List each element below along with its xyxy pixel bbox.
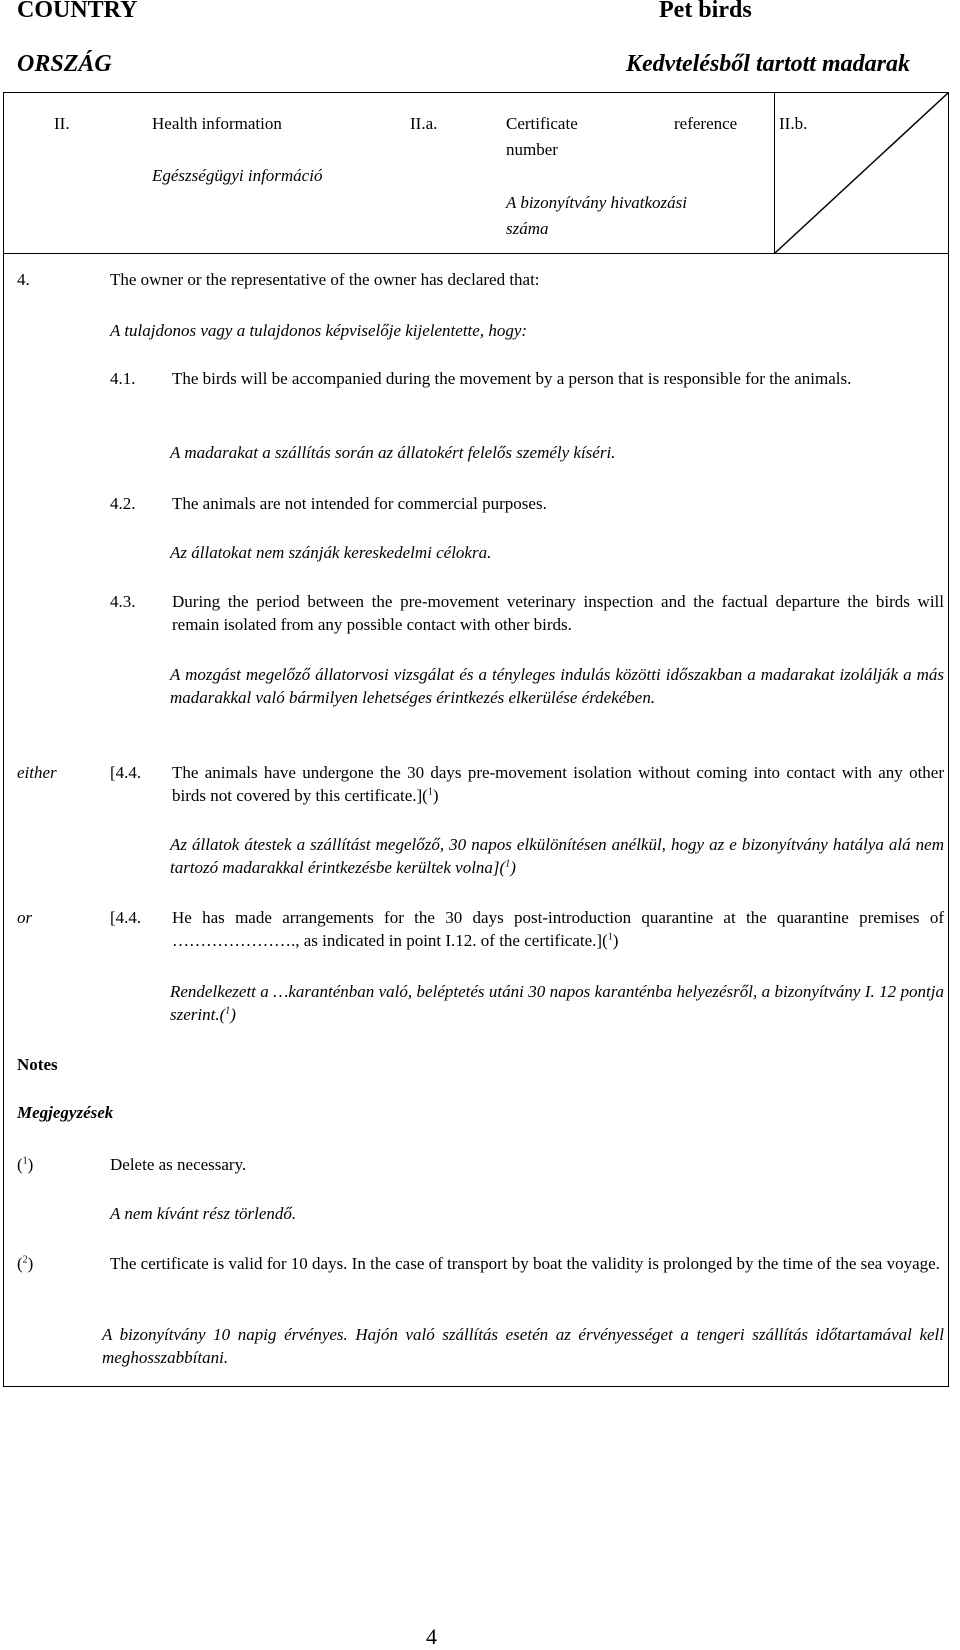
point-4-4-or-text-en: He has made arrangements for the 30 days post-introduction quarantine at the quarantine premises of …………………., as indicated in point I.12. of the certificate.]($^1$) <box>172 908 944 950</box>
country-label-en: COUNTRY <box>17 0 138 23</box>
point-4-2-number: 4.2. <box>110 494 136 513</box>
reference-number-label: II.a. <box>410 114 438 133</box>
number-label-word: number <box>506 140 558 159</box>
point-4-4-or-text-hu: Rendelkezett a …karanténban való, beléptetés utáni 30 napos karanténba helyezésről, a bizonyítvány I. 12 pontja szerint.($^1$) <box>170 982 944 1024</box>
document-title-en: Pet birds <box>659 0 752 23</box>
page-number: 4 <box>426 1624 437 1649</box>
footnote-reference: 1 <box>225 1005 231 1017</box>
footnote-reference: 1 <box>505 858 511 870</box>
reference-label-hu-line1: A bizonyítvány hivatkozási <box>506 193 687 212</box>
point-4-text-en: The owner or the representative of the owner has declared that: <box>110 270 540 289</box>
or-label: or <box>17 908 33 927</box>
note-1-text-en: Delete as necessary. <box>110 1155 247 1174</box>
notes-heading-en: Notes <box>17 1055 58 1074</box>
point-4-1-text-hu: A madarakat a szállítás során az állatokért felelős személy kíséri. <box>170 443 616 462</box>
footnote-reference: 1 <box>607 931 613 943</box>
point-4-2-text-hu: Az állatokat nem szánják kereskedelmi célokra. <box>170 543 492 562</box>
point-4-4-either-number: [4.4. <box>110 763 142 782</box>
point-4-3-text-hu: A mozgást megelőző állatorvosi vizsgálat és a tényleges indulás közötti időszakban a madarakat izolálják a más madarakkal való bármilyen lehetséges érintkezés elkerülése érdekében. <box>170 665 944 707</box>
point-4-text-hu: A tulajdonos vagy a tulajdonos képviselője kijelentette, hogy: <box>110 321 528 340</box>
point-4-3-number: 4.3. <box>110 592 136 611</box>
reference-label-hu-line2: száma <box>506 219 549 238</box>
point-4-3-text-en: During the period between the pre-movement veterinary inspection and the factual departure the birds will remain isolated from any possible contact with other birds. <box>172 592 944 634</box>
note-1-marker: ($^1$) <box>17 1155 34 1174</box>
section-number: II. <box>54 114 70 133</box>
point-4-2-text-en: The animals are not intended for commercial purposes. <box>172 494 547 513</box>
certificate-label-word: Certificate <box>506 114 578 133</box>
frame-bottom-border <box>3 1386 949 1387</box>
note-1-text-hu: A nem kívánt rész törlendő. <box>110 1204 297 1223</box>
section-label-hu: Egészségügyi információ <box>152 166 323 185</box>
point-4-1-text-en: The birds will be accompanied during the movement by a person that is responsible for the animals. <box>172 369 852 388</box>
point-4-4-or-number: [4.4. <box>110 908 142 927</box>
note-2-marker: ($^2$) <box>17 1254 34 1273</box>
note-2-text-hu: A bizonyítvány 10 napig érvényes. Hajón való szállítás esetén az érvényességet a tengeri szállítás időtartamával kell meghosszabbítani. <box>102 1325 944 1367</box>
point-4-1-number: 4.1. <box>110 369 136 388</box>
frame-right-border <box>948 92 949 1386</box>
point-4-4-either-text-en: The animals have undergone the 30 days pre-movement isolation without coming into contact with any other birds not covered by this certificate.]($^1$) <box>172 763 944 805</box>
reference-label-word: reference <box>674 114 738 133</box>
notes-heading-hu: Megjegyzések <box>17 1103 114 1122</box>
note-2-text-en: The certificate is valid for 10 days. In the case of transport by boat the validity is prolonged by the time of the sea voyage. <box>110 1254 940 1273</box>
frame-left-border <box>3 92 4 1386</box>
country-label-hu: ORSZÁG <box>17 51 112 77</box>
document-title-hu: Kedvtelésből tartott madarak <box>626 51 910 77</box>
section-iib-label: II.b. <box>779 114 808 133</box>
point-4-4-either-text-hu: Az állatok átestek a szállítást megelőző, 30 napos elkülönítésen anélkül, hogy az e bizonyítvány hatálya alá nem tartozó madarakkal érintkezésbe kerültek volna]($^1$) <box>170 835 944 877</box>
either-label: either <box>17 763 57 782</box>
point-4-number: 4. <box>17 270 30 289</box>
footnote-reference: 1 <box>427 786 433 798</box>
section-label-en: Health information <box>152 114 282 133</box>
